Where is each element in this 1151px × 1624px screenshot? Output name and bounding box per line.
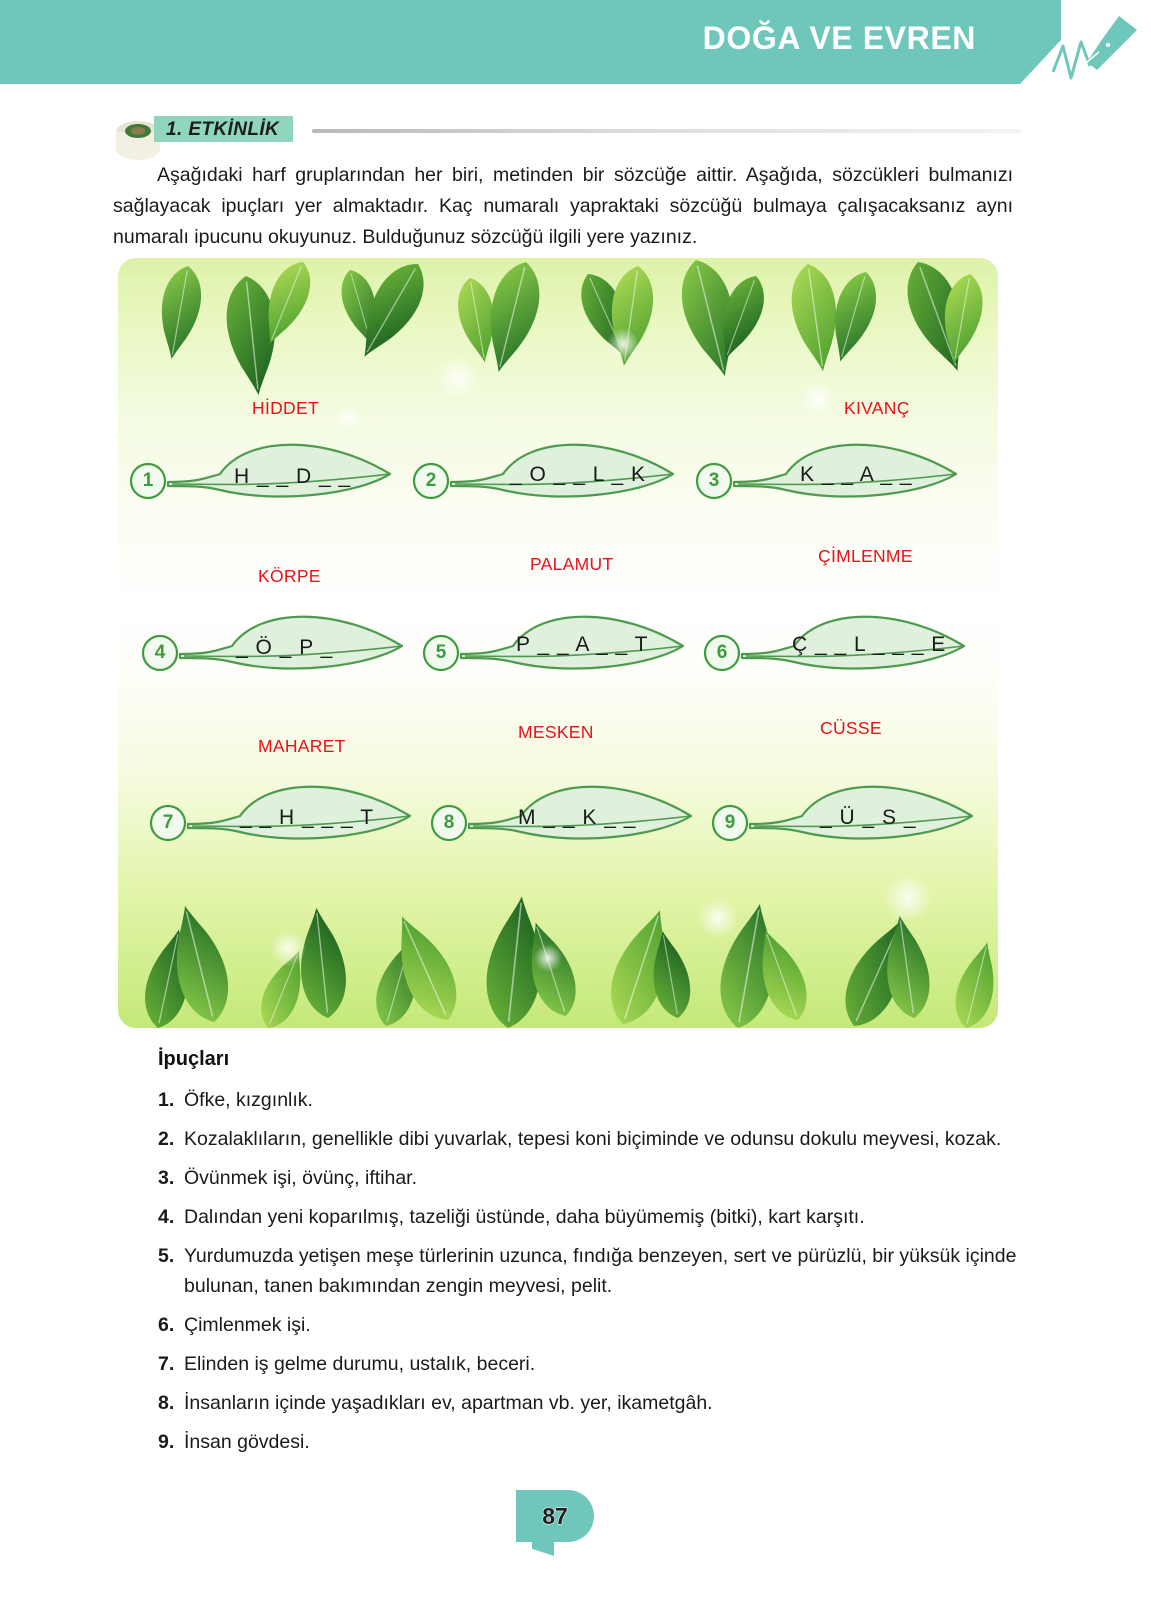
leaf-number-1: 1 — [142, 470, 154, 491]
leaf-letters-8: M _ _ K _ _ — [518, 806, 637, 829]
leaf-answer-1: HİDDET — [252, 398, 319, 418]
leaf-answer-4: KÖRPE — [258, 566, 321, 586]
page-number: 87 — [542, 1503, 568, 1529]
leaf-answer-8: MESKEN — [518, 722, 594, 742]
clue-number: 4. — [158, 1206, 175, 1228]
fountain-pen-icon — [991, 0, 1151, 105]
page-number-badge — [516, 1490, 594, 1542]
leaf-number-7: 7 — [162, 812, 174, 833]
leaf-number-3: 3 — [708, 470, 720, 491]
leaf-number-4: 4 — [154, 642, 166, 663]
clues-title: İpuçları — [158, 1048, 230, 1070]
clue-item — [158, 1349, 1018, 1379]
page-title: DOĞA VE EVREN — [702, 20, 976, 56]
clue-text: Övünmek işi, övünç, iftihar. — [184, 1167, 418, 1189]
clue-text: Yurdumuzda yetişen meşe türlerinin uzunca, fındığa benzeyen, sert ve pürüzlü, bir yüksük içinde bulunan, tanen bakımından zengin meyvesi, pelit. — [184, 1245, 1017, 1297]
leaf-puzzle-illustration — [118, 258, 998, 1028]
clue-number: 1. — [158, 1089, 175, 1111]
clue-item — [158, 1163, 1018, 1193]
clue-number: 8. — [158, 1392, 175, 1414]
badge-tab — [532, 1540, 554, 1556]
leaf-letters-3: K _ _ A _ _ — [800, 463, 913, 486]
activity-heading — [112, 112, 1032, 152]
clue-text: Elinden iş gelme durumu, ustalık, beceri. — [184, 1353, 536, 1375]
heading-rule — [312, 129, 1022, 133]
clues-list — [158, 1085, 1018, 1466]
leaf-number-9: 9 — [724, 812, 736, 833]
leaf-letters-1: H _ _ D _ _ — [234, 465, 352, 488]
clue-number: 9. — [158, 1431, 175, 1453]
page-header — [0, 0, 1151, 84]
activity-instructions: Aşağıdaki harf gruplarından her biri, metinden bir sözcüğe aittir. Aşağıda, sözcükleri bulmanızı sağlayacak ipuçları yer almaktadır. Kaç numaralı yapraktaki sözcüğü bulmaya çalışacaksanız aynı numaralı ipucunu okuyunuz. Bulduğunuz sözcüğü ilgili yere yazınız. — [113, 164, 1013, 248]
leaf-number-5: 5 — [435, 642, 447, 663]
leaf-letters-4: _ Ö _ P _ — [236, 636, 334, 659]
leaf-answer-9: CÜSSE — [820, 718, 882, 738]
clue-number: 3. — [158, 1167, 175, 1189]
leaf-number-8: 8 — [443, 812, 455, 833]
leaf-answer-7: MAHARET — [258, 736, 346, 756]
leaf-letters-9: _ Ü _ S _ — [820, 806, 917, 829]
leaf-answer-3: KIVANÇ — [844, 398, 910, 418]
clue-number: 5. — [158, 1245, 175, 1267]
leaf-word-9[interactable] — [710, 758, 998, 848]
leaf-letters-6: Ç _ _ L _ _ _ E — [792, 633, 947, 656]
clue-item — [158, 1388, 1018, 1418]
clue-text: İnsanların içinde yaşadıkları ev, apartman vb. yer, ikametgâh. — [184, 1392, 713, 1414]
leaf-letters-2: _ O _ _ L _ K — [510, 463, 646, 486]
clue-item — [158, 1241, 1018, 1301]
leaf-word-1[interactable] — [128, 416, 428, 506]
clue-text: Dalından yeni koparılmış, tazeliği üstünde, daha büyümemiş (bitki), kart karşıtı. — [184, 1206, 865, 1228]
clue-number: 2. — [158, 1128, 175, 1150]
leaf-number-2: 2 — [425, 470, 437, 491]
clue-number: 6. — [158, 1314, 175, 1336]
clue-text: İnsan gövdesi. — [184, 1431, 310, 1453]
leaf-answer-6: ÇİMLENME — [818, 546, 913, 566]
clue-item — [158, 1085, 1018, 1115]
clue-item — [158, 1427, 1018, 1457]
leaf-answer-5: PALAMUT — [530, 554, 614, 574]
clue-item — [158, 1310, 1018, 1340]
leaf-word-8[interactable] — [429, 758, 729, 848]
activity-badge: 1. ETKİNLİK — [154, 116, 293, 142]
clue-number: 7. — [158, 1353, 175, 1375]
clue-item — [158, 1202, 1018, 1232]
leaf-word-3[interactable] — [694, 416, 994, 506]
leaf-letters-5: P _ _ A _ _ T — [516, 633, 649, 656]
leaf-word-7[interactable] — [148, 758, 448, 848]
clue-item — [158, 1124, 1018, 1154]
clue-text: Çimlenmek işi. — [184, 1314, 311, 1336]
leaf-word-4[interactable] — [140, 588, 440, 678]
leaf-letters-7: _ _ H _ _ _ T — [240, 806, 375, 829]
clue-text: Kozalaklıların, genellikle dibi yuvarlak, tepesi koni biçiminde ve odunsu dokulu meyvesi, kozak. — [184, 1128, 1002, 1150]
clue-text: Öfke, kızgınlık. — [184, 1089, 313, 1111]
leaf-word-2[interactable] — [411, 416, 711, 506]
leaf-number-6: 6 — [716, 642, 728, 663]
